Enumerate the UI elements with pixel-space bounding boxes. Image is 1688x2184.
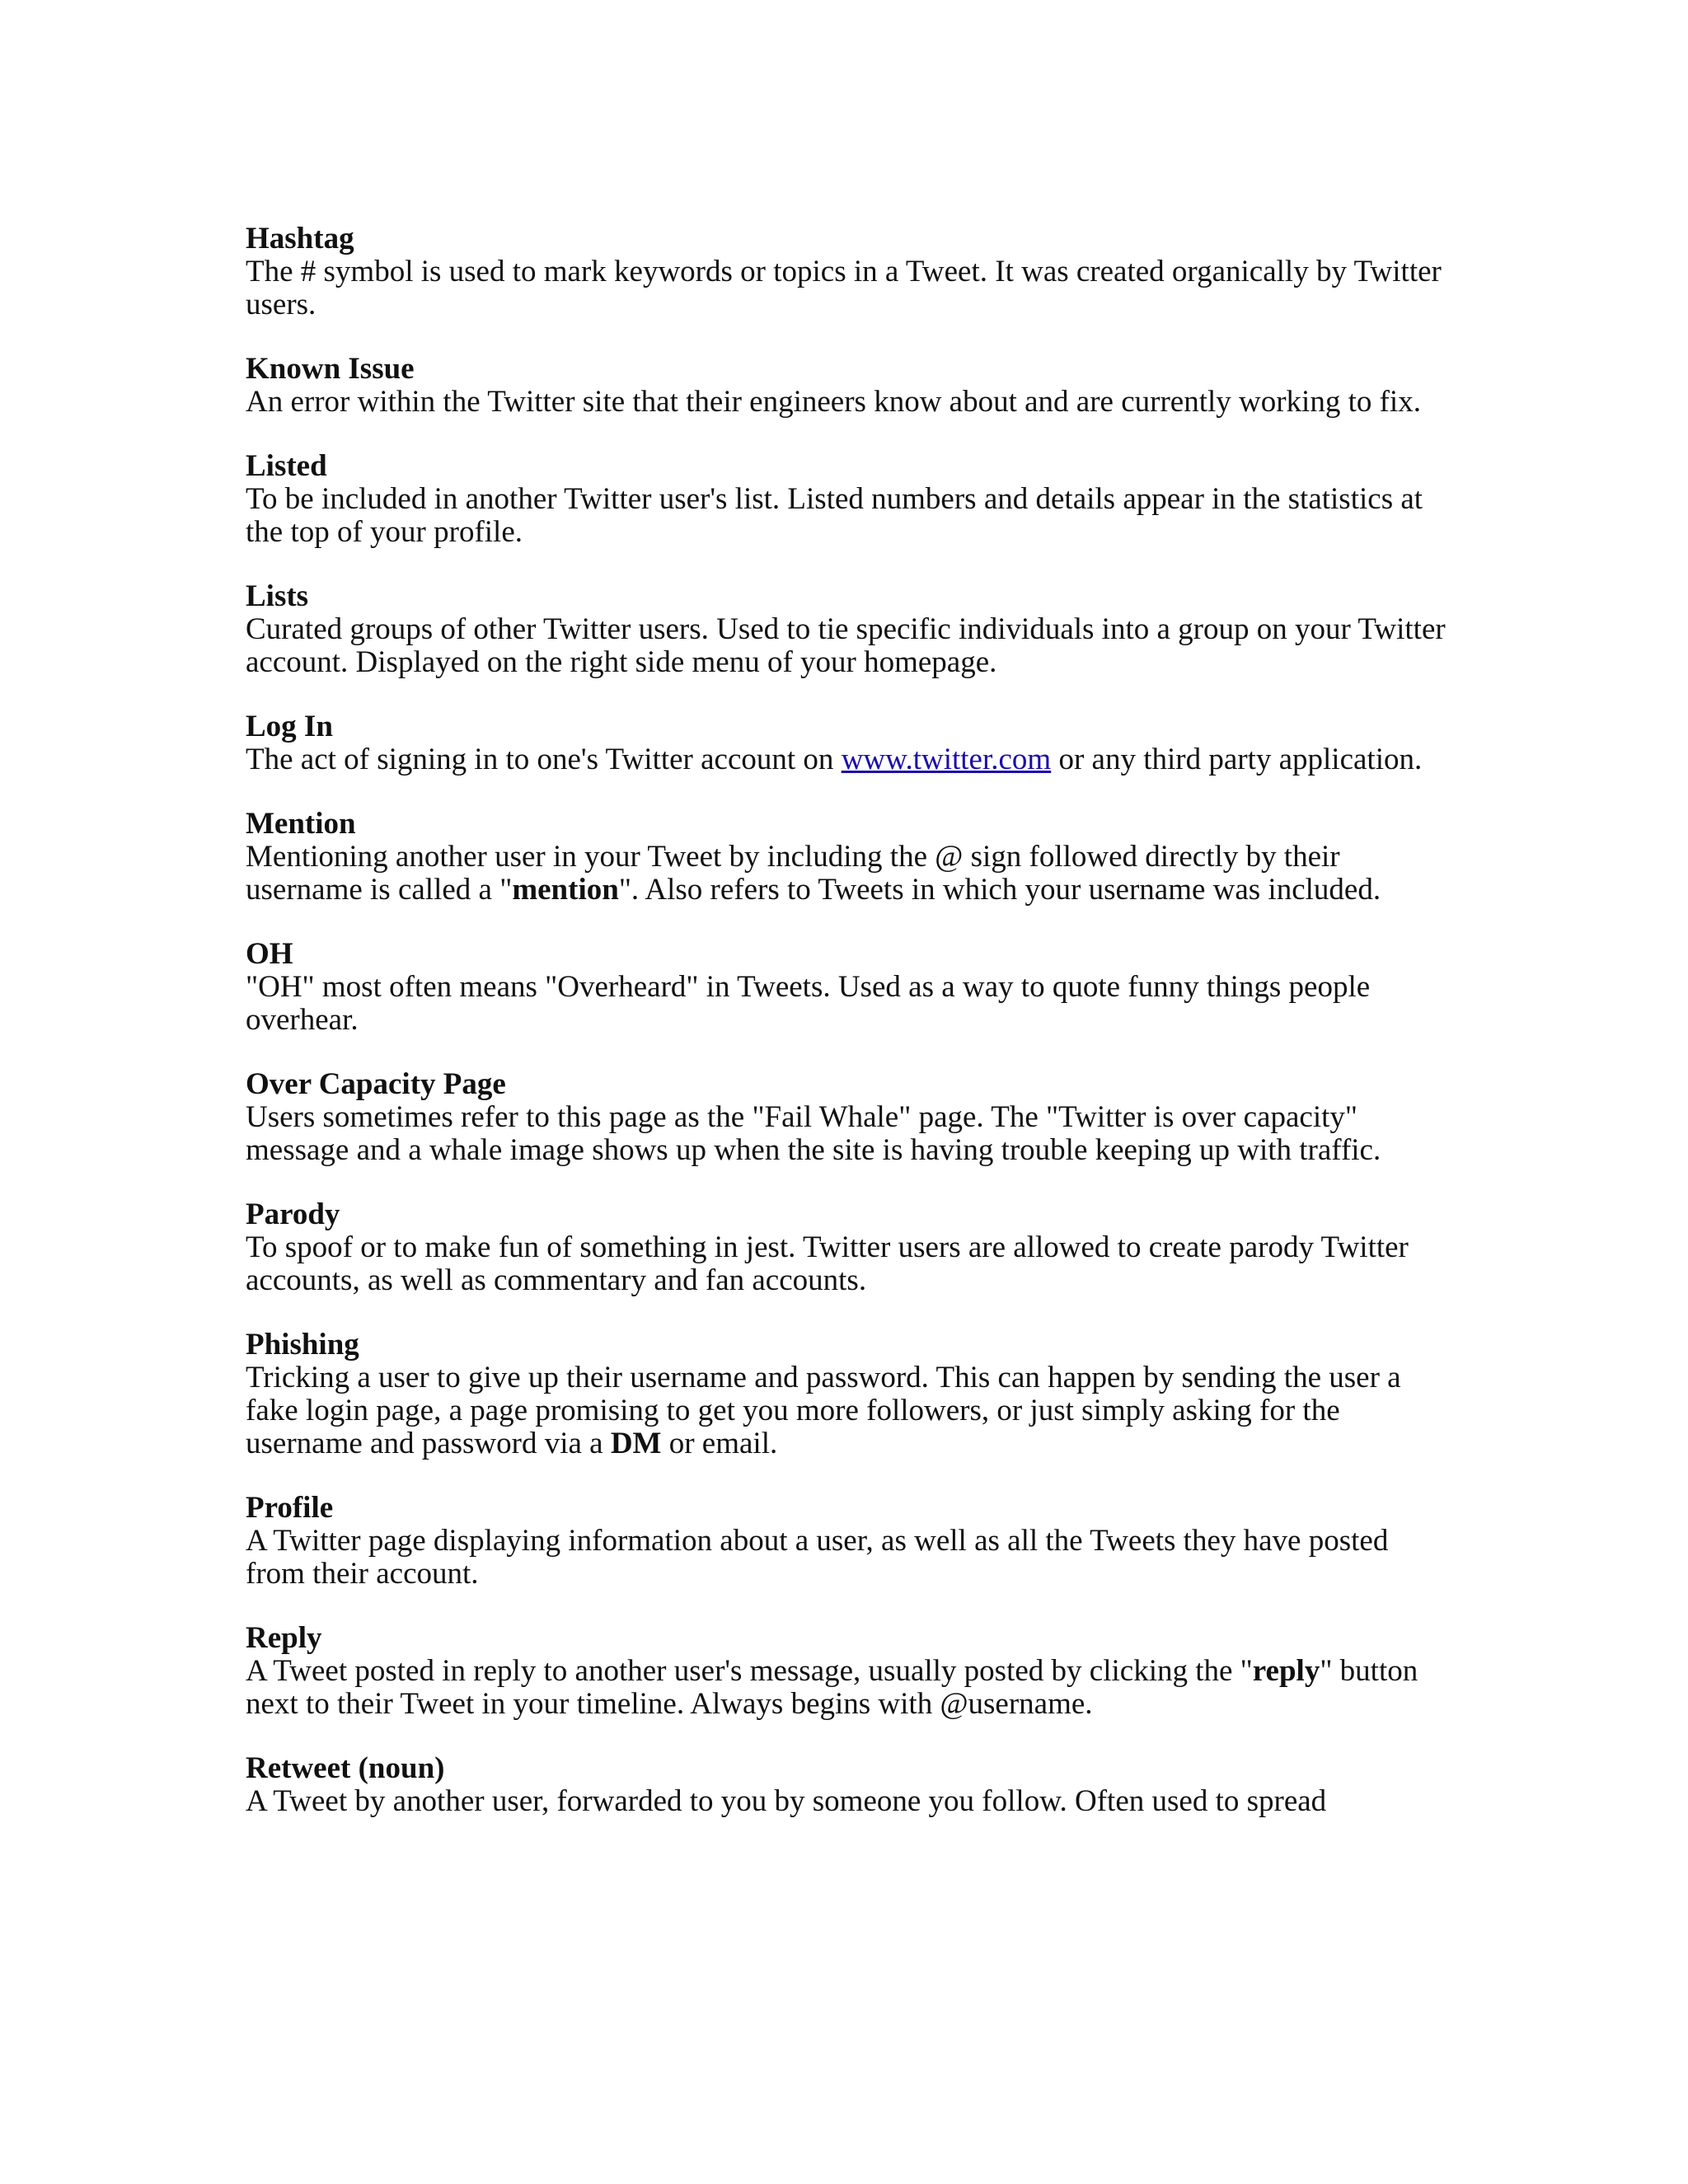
glossary-entry-mention (246, 808, 1449, 907)
glossary-entry-profile (246, 1492, 1449, 1591)
term-definition: An error within the Twitter site that their engineers know about and are currently working to fix. (246, 385, 1421, 419)
term-title: Over Capacity Page (246, 1067, 506, 1101)
term-title: Listed (246, 449, 327, 483)
glossary-entry-known-issue (246, 353, 1449, 419)
glossary-entry-lists (246, 580, 1449, 679)
term-definition (246, 743, 1449, 776)
definition-text: Tricking a user to give up their username and password. This can happen by sending the user a fake login page, a page promising to get you more followers, or just simply asking for the username and password via a (246, 1361, 1401, 1460)
glossary-entry-hashtag (246, 223, 1449, 321)
glossary-entry-log-in (246, 710, 1449, 776)
term-title: Mention (246, 807, 356, 841)
term-title: Lists (246, 579, 309, 613)
glossary-entry-oh (246, 938, 1449, 1037)
term-definition: To spoof or to make fun of something in jest. Twitter users are allowed to create parody Twitter accounts, as well as commentary and fan accounts. (246, 1230, 1409, 1297)
term-title: Profile (246, 1491, 334, 1525)
glossary-entry-over-capacity (246, 1068, 1449, 1167)
definition-text: Mentioning another user in your Tweet by including the @ sign followed directly by their username is called a " (246, 840, 1340, 907)
glossary-page (246, 223, 1449, 1849)
term-definition: Users sometimes refer to this page as the "Fail Whale" page. The "Twitter is over capacity" message and a whale image shows up when the site is having trouble keeping up with traffic. (246, 1100, 1381, 1167)
term-title: Parody (246, 1197, 340, 1231)
glossary-entry-phishing (246, 1329, 1449, 1460)
term-definition: "OH" most often means "Overheard" in Tweets. Used as a way to quote funny things people overhear. (246, 970, 1371, 1037)
bold-term: mention (512, 873, 619, 907)
glossary-entry-parody (246, 1198, 1449, 1297)
term-definition (246, 841, 1449, 907)
glossary-entry-listed (246, 450, 1449, 549)
term-title: Retweet (noun) (246, 1751, 445, 1785)
glossary-entry-reply (246, 1622, 1449, 1721)
definition-text: " button next to their Tweet in your timeline. Always begins with @username. (246, 1654, 1418, 1721)
term-title: Reply (246, 1621, 322, 1655)
definition-text: or email. (661, 1427, 778, 1460)
glossary-entry-retweet-noun (246, 1752, 1449, 1818)
definition-text: or any third party application. (1051, 743, 1423, 776)
term-definition: A Twitter page displaying information about a user, as well as all the Tweets they have posted from their account. (246, 1524, 1389, 1591)
bold-term: reply (1252, 1654, 1320, 1688)
twitter-link[interactable]: www.twitter.com (841, 743, 1052, 776)
term-definition: Curated groups of other Twitter users. Used to tie specific individuals into a group on your Twitter account. Displayed on the right side menu of your homepage. (246, 612, 1446, 679)
term-title: Hashtag (246, 222, 354, 255)
definition-text: ". Also refers to Tweets in which your username was included. (618, 873, 1381, 907)
term-definition (246, 1361, 1449, 1460)
term-title: Log In (246, 710, 333, 743)
term-title: OH (246, 937, 293, 971)
definition-text: The act of signing in to one's Twitter account on (246, 743, 842, 776)
term-definition: A Tweet by another user, forwarded to you by someone you follow. Often used to spread (246, 1784, 1327, 1818)
bold-term: DM (610, 1427, 662, 1460)
term-definition (246, 1655, 1449, 1721)
term-title: Phishing (246, 1328, 359, 1361)
term-title: Known Issue (246, 352, 415, 386)
term-definition: The # symbol is used to mark keywords or topics in a Tweet. It was created organically by Twitter users. (246, 255, 1442, 321)
definition-text: A Tweet posted in reply to another user's message, usually posted by clicking the " (246, 1654, 1253, 1688)
term-definition: To be included in another Twitter user's list. Listed numbers and details appear in the statistics at the top of your profile. (246, 482, 1423, 549)
